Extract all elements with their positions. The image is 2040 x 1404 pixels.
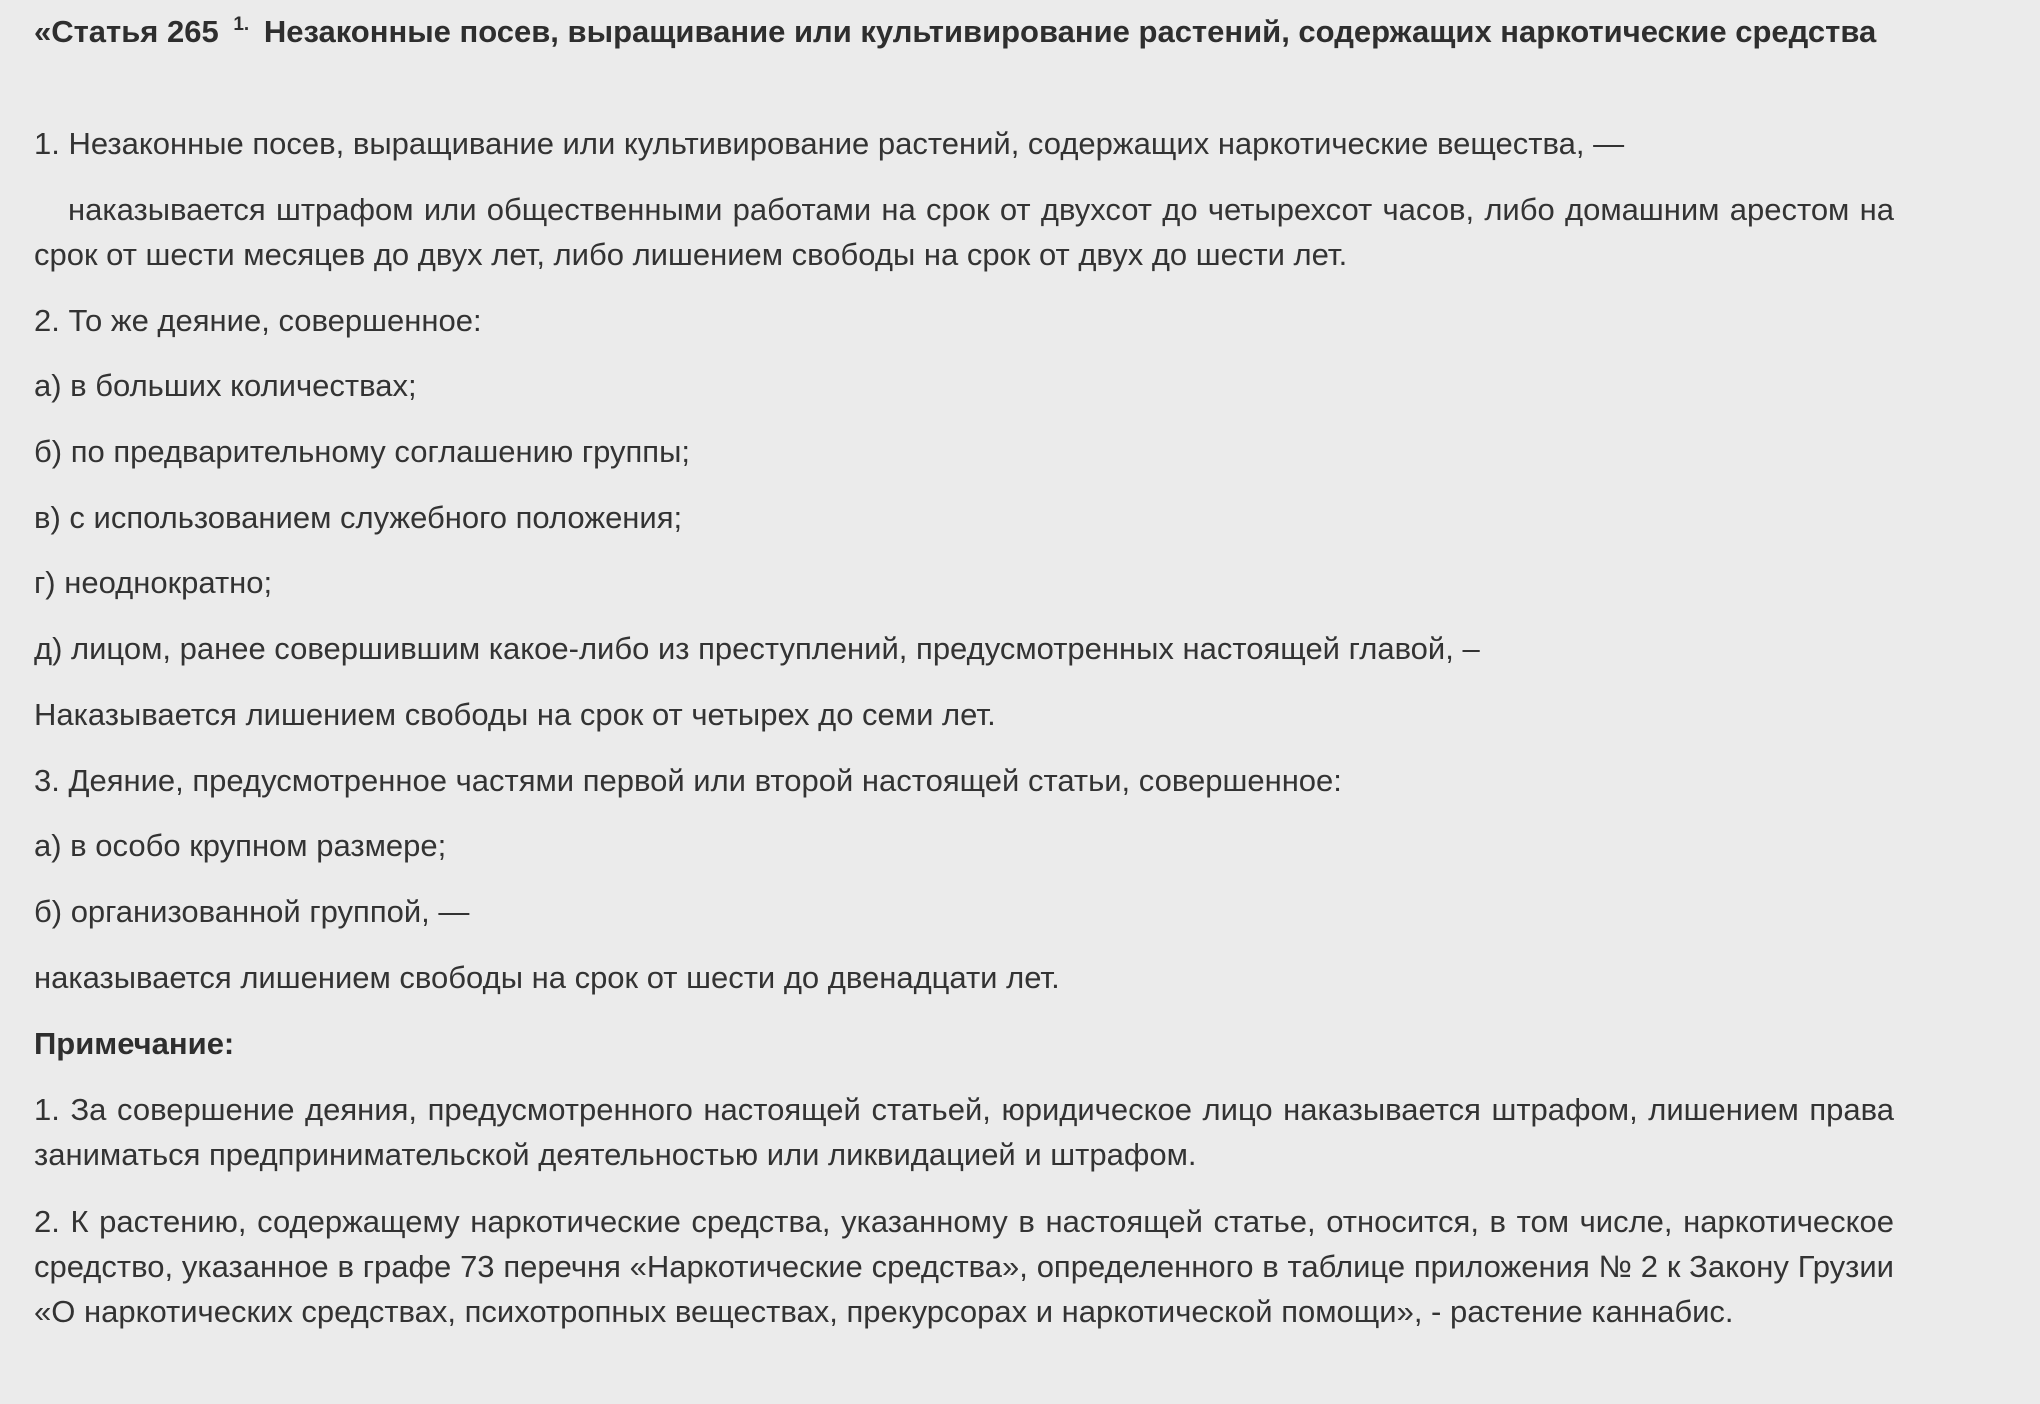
note-item-2: 2. К растению, содержащему наркотические средства, указанному в настоящей статье, относится, в том числе, наркотическое средство, указанное в графе 73 перечня «Наркотические средства», определенного в таблице приложения № 2 к Закону Грузии «О наркотических средствах, психотропных веществах, прекурсорах и наркотической помощи», - растение каннабис. [34, 1204, 1894, 1329]
note-heading: Примечание: [34, 1026, 235, 1061]
note-item-1: 1. За совершение деяния, предусмотренного настоящей статьей, юридическое лицо наказывается штрафом, лишением права заниматься предпринимательской деятельностью или ликвидацией и штрафом. [34, 1092, 1894, 1172]
paragraph-part-3-item-b: б) организованной группой, — [34, 894, 470, 929]
paragraph-part-2-item-b: б) по предварительному соглашению группы; [34, 434, 690, 469]
article-title-prefix: «Статья 265 [34, 14, 219, 49]
paragraph-part-3-penalty: наказывается лишением свободы на срок от шести до двенадцати лет. [34, 960, 1060, 995]
paragraph-part-3: 3. Деяние, предусмотренное частями первой или второй настоящей статьи, совершенное: [34, 763, 1342, 798]
paragraph-part-2-item-a: а) в больших количествах; [34, 368, 417, 403]
article-title [34, 9, 1894, 54]
paragraph-part-2-item-c: в) с использованием служебного положения; [34, 500, 683, 535]
article-title-text: Незаконные посев, выращивание или культивирование растений, содержащих наркотические средства [263, 14, 1877, 49]
paragraph-part-1: 1. Незаконные посев, выращивание или культивирование растений, содержащих наркотические вещества, — [34, 126, 1625, 161]
paragraph-part-3-item-a: а) в особо крупном размере; [34, 828, 447, 863]
paragraph-part-2-item-d: г) неоднократно; [34, 565, 273, 600]
paragraph-part-2-item-e: д) лицом, ранее совершившим какое-либо из преступлений, предусмотренных настоящей главой, – [34, 631, 1480, 666]
paragraph-part-1-penalty: наказывается штрафом или общественными работами на срок от двухсот до четырехсот часов, либо домашним арестом на срок от шести месяцев до двух лет, либо лишением свободы на срок от двух до шести лет. [34, 192, 1894, 272]
paragraph-part-2-penalty: Наказывается лишением свободы на срок от четырех до семи лет. [34, 697, 996, 732]
article-title-superscript: 1. [233, 14, 250, 35]
paragraph-part-2: 2. То же деяние, совершенное: [34, 303, 482, 338]
